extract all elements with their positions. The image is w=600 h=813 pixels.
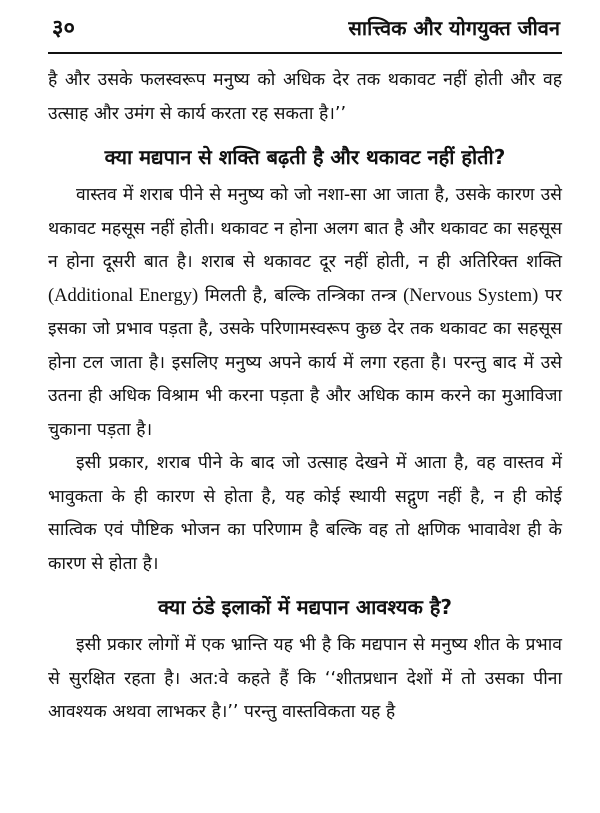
paragraph-alcohol-fatigue <box>48 179 562 447</box>
english-term-additional-energy: (Additional Energy) <box>48 285 199 306</box>
intro-paragraph: है और उसके फलस्वरूप मनुष्य को अधिक देर तक थकावट नहीं होती और वह उत्साह और उमंग से कार्य करता रह सकता है।’’ <box>48 70 562 124</box>
english-term-nervous-system: (Nervous System) <box>403 285 539 306</box>
paragraph-text: मिलती है, बल्कि तन्त्रिका तन्त्र <box>198 285 404 306</box>
paragraph-text: पर इसका जो प्रभाव पड़ता है, उसके परिणामस्वरूप कुछ देर तक थकावट का सहसूस होना टल जाता है। इसलिए मनुष्य अपने कार्य में लगा रहता है। परन्तु बाद में उसे उतना ही अधिक विश्राम भी करना पड़ता है और अधिक काम करने का मुआविजा चुकाना पड़ता है। <box>48 285 562 440</box>
book-page <box>0 6 600 813</box>
page-header <box>48 6 562 54</box>
page-number: ३० <box>52 16 75 41</box>
running-title: सात्त्विक और योगयुक्त जीवन <box>348 16 560 40</box>
page-body <box>48 64 562 730</box>
paragraph-enthusiasm: इसी प्रकार, शराब पीने के बाद जो उत्साह देखने में आता है, वह वास्तव में भावुकता के ही कारण से होता है, यह कोई स्थायी सद्गुण नहीं है, न ही कोई सात्विक एवं पौष्टिक भोजन का परिणाम है बल्कि वह तो क्षणिक भावावेश ही के कारण से होता है। <box>48 453 562 574</box>
paragraph-text: वास्तव में शराब पीने से मनुष्य को जो नशा-सा आ जाता है, उसके कारण उसे थकावट महसूस नहीं होती। थकावट न होना अलग बात है और थकावट का सहसूस न होना दूसरी बात है। शराब से थकावट दूर नहीं होती, न ही अतिरिक्त शक्ति <box>48 185 562 272</box>
section-heading-cold-regions: क्या ठंडे इलाकों में मद्यपान आवश्यक है? <box>157 595 453 619</box>
paragraph-cold-myth: इसी प्रकार लोगों में एक भ्रान्ति यह भी है कि मद्यपान से मनुष्य शीत के प्रभाव से सुरक्षित रहता है। अत:वे कहते हैं कि ‘‘शीतप्रधान देशों में तो उसका पीना आवश्यक अथवा लाभकर है।’’ परन्तु वास्तविकता यह है <box>48 635 562 722</box>
section-heading-alcohol-energy: क्या मद्यपान से शक्ति बढ़ती है और थकावट नहीं होती? <box>104 145 506 169</box>
